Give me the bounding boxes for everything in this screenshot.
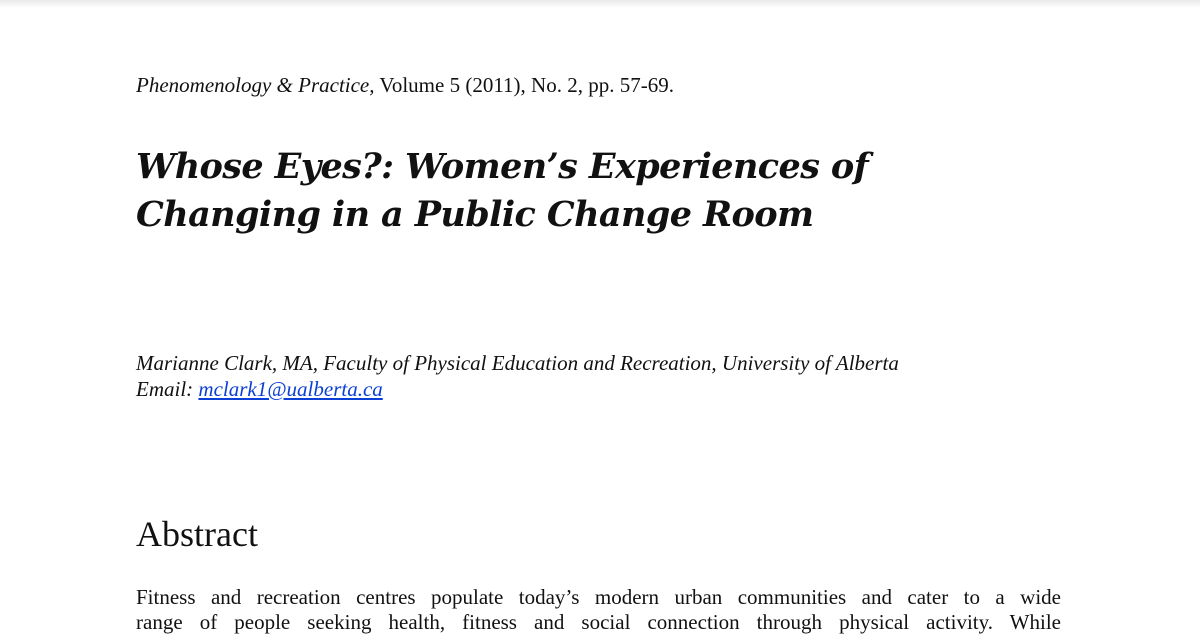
journal-name: Phenomenology & Practice,	[136, 73, 375, 97]
author-block	[136, 350, 899, 402]
abstract-heading: Abstract	[136, 514, 258, 554]
journal-citation	[136, 72, 674, 98]
journal-details: Volume 5 (2011), No. 2, pp. 57-69.	[379, 73, 674, 97]
abstract-line-1: Fitness and recreation centres populate today’s modern urban communities and cater to a wide	[136, 585, 1061, 609]
abstract-line-2: range of people seeking health, fitness and social connection through physical activity. While	[136, 610, 1061, 634]
email-label: Email:	[136, 377, 194, 401]
author-affiliation: Marianne Clark, MA, Faculty of Physical Education and Recreation, University of Alberta	[136, 351, 899, 375]
paper-title	[136, 143, 868, 239]
document-page	[136, 0, 1064, 634]
paper-title-line-1: Whose Eyes?: Women’s Experiences of	[136, 146, 869, 187]
abstract-body	[136, 585, 1061, 635]
author-email-line	[136, 376, 899, 402]
paper-title-line-2: Changing in a Public Change Room	[136, 194, 814, 235]
email-link[interactable]: mclark1@ualberta.ca	[198, 377, 383, 401]
